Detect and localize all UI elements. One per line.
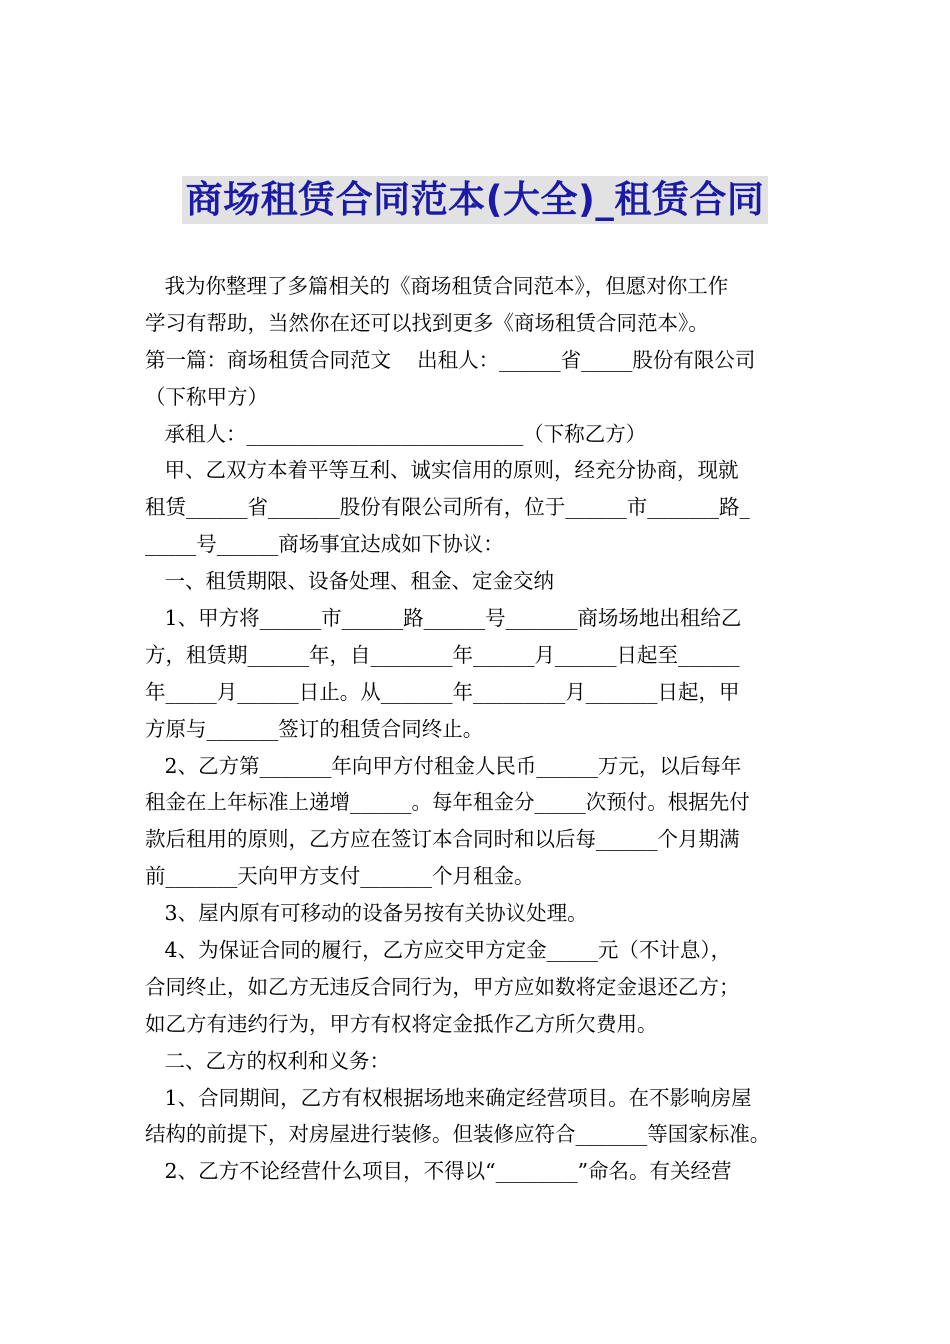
body-line: 1、合同期间，乙方有权根据场地来确定经营项目。在不影响房屋 — [145, 1085, 752, 1110]
body-line: 我为你整理了多篇相关的《商场租赁合同范本》，但愿对你工作 — [145, 274, 729, 298]
body-line: 合同终止，如乙方无违反合同行为，甲方应如数将定金退还乙方； — [145, 974, 740, 999]
body-line: 2、乙方不论经营什么项目，不得以“________”命名。有关经营 — [145, 1159, 732, 1184]
body-line: 前_______天向甲方支付_______个月租金。 — [145, 864, 535, 889]
body-line: 承租人：___________________________（下称乙方） — [145, 421, 647, 446]
body-line: _____号______商场事宜达成如下协议： — [145, 532, 504, 557]
body-line: 1、甲方将______市______路______号_______商场场地出租给乙 — [145, 606, 742, 631]
body-line: （下称甲方） — [145, 384, 268, 409]
document-body — [145, 268, 810, 1190]
body-line: 第一篇：商场租赁合同范文 出租人：______省_____股份有限公司 — [145, 347, 756, 372]
body-line: 结构的前提下，对房屋进行装修。但装修应符合_______等国家标准。 — [145, 1122, 771, 1147]
body-line: 租金在上年标准上递增______。每年租金分_____次预付。根据先付 — [145, 790, 750, 815]
body-line: 4、为保证合同的履行，乙方应交甲方定金_____元（不计息）， — [145, 938, 732, 963]
body-line: 方原与_______签订的租赁合同终止。 — [145, 716, 484, 741]
body-line: 二、乙方的权利和义务： — [145, 1048, 391, 1073]
body-line: 年_____月______日止。从_______年_________月_______日起，甲 — [145, 679, 740, 704]
body-line: 一、租赁期限、设备处理、租金、定金交纳 — [145, 569, 555, 594]
title-block — [0, 176, 950, 224]
body-line: 学习有帮助，当然你在还可以找到更多《商场租赁合同范本》。 — [145, 310, 709, 335]
body-line: 方，租赁期______年，自________年______月______日起至______ — [145, 642, 740, 667]
body-line: 甲、乙双方本着平等互利、诚实信用的原则，经充分协商，现就 — [145, 458, 739, 483]
body-line: 2、乙方第_______年向甲方付租金人民币______万元，以后每年 — [145, 753, 742, 778]
body-line: 如乙方有违约行为，甲方有权将定金抵作乙方所欠费用。 — [145, 1011, 658, 1036]
body-line: 款后租用的原则，乙方应在签订本合同时和以后每______个月期满 — [145, 827, 740, 852]
body-line: 租赁______省_______股份有限公司所有，位于______市_______路_ — [145, 495, 750, 520]
document-title: 商场租赁合同范本(大全)_租赁合同 — [182, 176, 769, 224]
body-line: 3、屋内原有可移动的设备另按有关协议处理。 — [145, 901, 588, 926]
